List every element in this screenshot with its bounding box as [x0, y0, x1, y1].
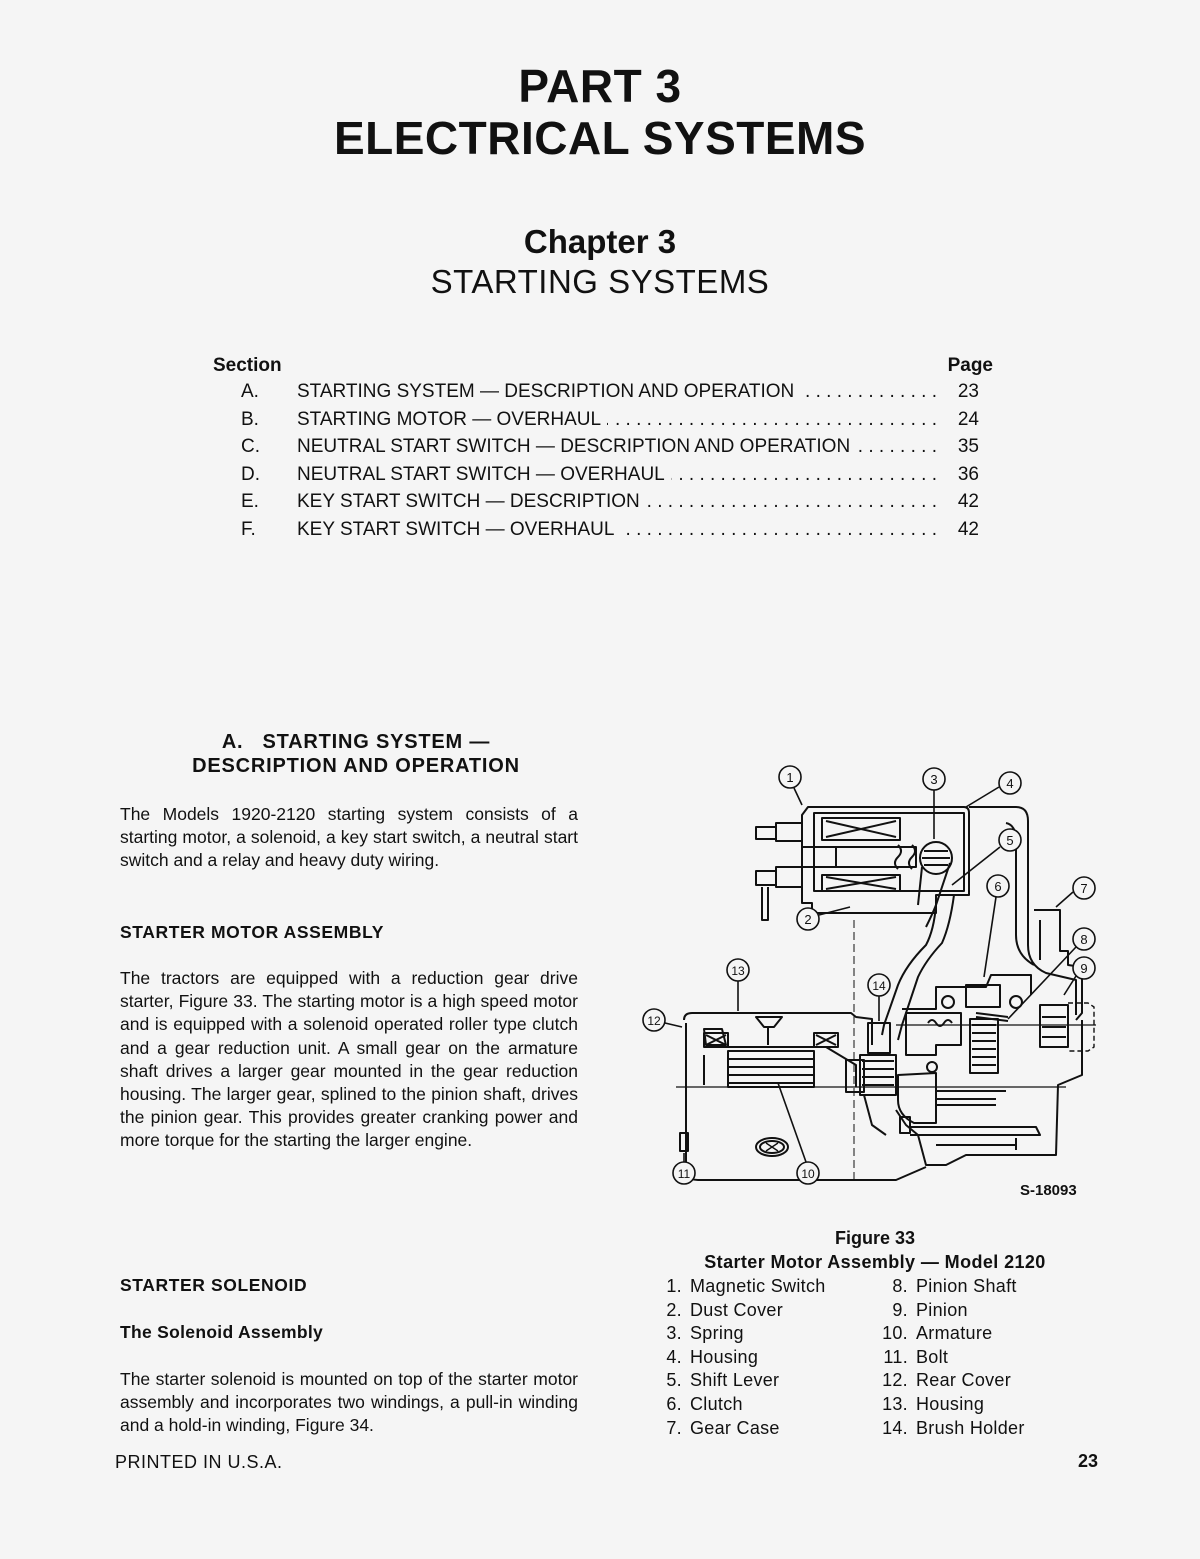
part-number: PART 3 [518, 60, 682, 112]
starter-motor-drawing [636, 755, 1106, 1195]
toc-page: 36 [957, 463, 979, 485]
starter-solenoid-heading: STARTER SOLENOID [120, 1275, 308, 1295]
section-heading-line1: A. STARTING SYSTEM — [221, 731, 491, 753]
chapter-title: Chapter 3 [523, 223, 677, 260]
toc-letter: F. [241, 518, 256, 540]
svg-text:13: 13 [731, 964, 745, 978]
part-title [0, 60, 1200, 164]
section-heading [118, 730, 594, 778]
toc-title: NEUTRAL START SWITCH — DESCRIPTION AND OPERATION . . . [297, 433, 937, 461]
svg-text:1: 1 [786, 770, 794, 785]
svg-text:10: 10 [801, 1167, 815, 1181]
legend-item: 5. Shift Lever [666, 1370, 780, 1391]
toc-row[interactable] [213, 461, 993, 489]
toc-page: 24 [957, 408, 979, 430]
figure-id: S-18093 [1020, 1182, 1077, 1199]
legend-item: 6. Clutch [666, 1393, 743, 1414]
legend-item: 4. Housing [666, 1346, 759, 1367]
svg-text:14: 14 [872, 979, 886, 993]
page-number: 23 [1078, 1451, 1099, 1471]
printed-in-label: PRINTED IN U.S.A. [115, 1452, 283, 1472]
section-heading-line2: DESCRIPTION AND OPERATION [192, 755, 520, 777]
legend-item: 8. Pinion Shaft [892, 1276, 1017, 1296]
legend-item: 14. Brush Holder [882, 1417, 1025, 1438]
svg-text:11: 11 [677, 1167, 691, 1181]
svg-text:5: 5 [1006, 833, 1014, 848]
toc-letter: C. [241, 436, 260, 457]
toc-title: NEUTRAL START SWITCH — OVERHAUL . . . [297, 461, 937, 489]
toc-title: KEY START SWITCH — DESCRIPTION . . . [297, 488, 937, 516]
toc-letter: D. [241, 463, 260, 485]
toc-page: 23 [957, 381, 979, 402]
toc-page-label: Page [947, 355, 993, 376]
toc-title: STARTING MOTOR — OVERHAUL . . . [297, 406, 937, 434]
solenoid-paragraph: The starter solenoid is mounted on top of the starter motor assembly and incorporates two windings, a pull-in winding and a hold-in winding, Figure 34. [120, 1369, 578, 1436]
solenoid-assembly-subheading: The Solenoid Assembly [120, 1322, 324, 1342]
legend-item: 2. Dust Cover [666, 1299, 784, 1320]
svg-text:8: 8 [1080, 932, 1088, 947]
legend-item: 11. Bolt [883, 1346, 949, 1367]
figure-title: Starter Motor Assembly — Model 2120 [704, 1252, 1046, 1272]
figure-number: Figure 33 [834, 1228, 916, 1248]
svg-text:3: 3 [930, 772, 938, 787]
toc-title: KEY START SWITCH — OVERHAUL . . . [297, 516, 937, 544]
toc-page: 42 [957, 518, 979, 540]
part-name: ELECTRICAL SYSTEMS [333, 112, 867, 164]
legend-item: 3. Spring [666, 1323, 744, 1344]
toc-row[interactable] [213, 433, 993, 461]
chapter-subtitle: STARTING SYSTEMS [430, 263, 770, 300]
toc-page: 35 [957, 436, 979, 457]
toc-row[interactable] [213, 516, 993, 544]
svg-text:9: 9 [1080, 961, 1088, 976]
legend-item: 12. Rear Cover [882, 1370, 1012, 1391]
toc-section-label: Section [213, 355, 282, 376]
toc-letter: E. [241, 491, 259, 512]
toc-row[interactable] [213, 406, 993, 434]
figure-legend-col2 [866, 1275, 1025, 1440]
legend-item: 7. Gear Case [666, 1417, 780, 1438]
svg-text:4: 4 [1006, 776, 1014, 791]
intro-paragraph: The Models 1920-2120 starting system consists of a starting motor, a solenoid, a key start switch, a neutral start switch and a relay and heavy duty wiring. [120, 804, 578, 871]
svg-text:2: 2 [804, 912, 812, 927]
figure-legend-col1 [648, 1275, 826, 1440]
toc-title: STARTING SYSTEM — DESCRIPTION AND OPERATION . . . [297, 378, 937, 406]
toc-header [213, 354, 993, 378]
svg-text:7: 7 [1080, 881, 1088, 896]
starter-motor-heading: STARTER MOTOR ASSEMBLY [120, 922, 385, 942]
starter-motor-paragraph: The tractors are equipped with a reduction gear drive starter, Figure 33. The starting motor is a high speed motor and is equipped with a solenoid operated roller type clutch and a gear reduction unit. A small gear on the armature shaft drives a larger gear mounted in the gear reduction housing. The larger gear, splined to the pinion shaft, drives the pinion gear. This provides greater cranking power and more torque for the starting the larger engine. [120, 968, 578, 1151]
svg-text:6: 6 [994, 879, 1002, 894]
legend-item: 1. Magnetic Switch [666, 1276, 826, 1296]
legend-item: 10. Armature [882, 1323, 993, 1344]
toc-page: 42 [957, 491, 979, 512]
svg-text:12: 12 [647, 1014, 661, 1028]
toc-letter: A. [241, 381, 259, 402]
legend-item: 9. Pinion [892, 1299, 968, 1320]
starter-motor-diagram [636, 755, 1106, 1195]
toc-row[interactable] [213, 488, 993, 516]
toc-letter: B. [241, 408, 259, 430]
toc-row[interactable] [213, 378, 993, 406]
table-of-contents [213, 354, 993, 543]
legend-item: 13. Housing [882, 1393, 985, 1414]
